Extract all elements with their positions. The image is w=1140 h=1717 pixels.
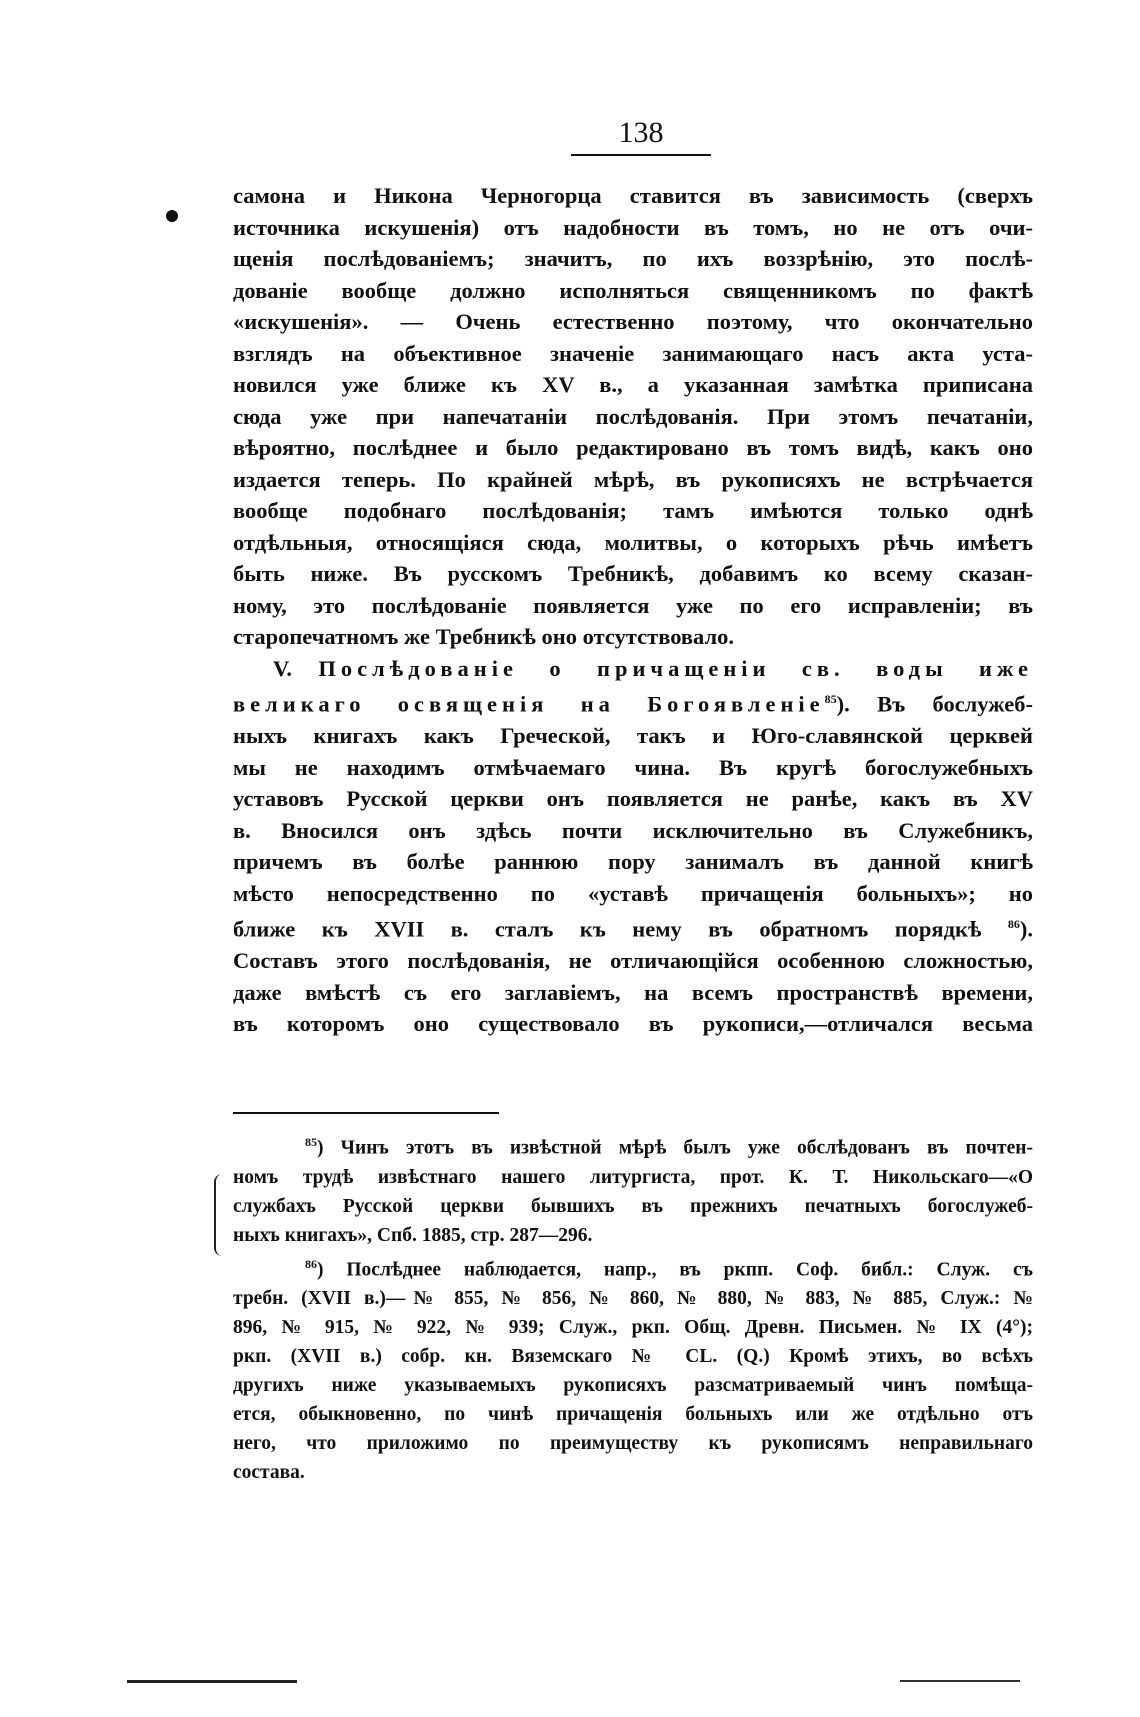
text-line — [233, 909, 1033, 945]
text-fragment: ближе къ XVII в. сталъ къ нему въ обратномъ порядкѣ — [233, 916, 982, 942]
text-line: самона и Никона Черногорца ставится въ зависимость (сверхъ — [233, 183, 1033, 208]
bottom-scan-mark-left — [127, 1680, 297, 1683]
text-line: въ которомъ оно существовало въ рукописи,—отличался весьма — [233, 1011, 1033, 1036]
footnotes — [233, 1128, 1033, 1487]
footnote-reference: 85 — [824, 692, 837, 706]
footnote-line: него, что приложимо по преимуществу къ рукописямъ неправильнаго — [233, 1433, 1033, 1454]
footnote-line: ется, обыкновенно, по чинѣ причащенія больныхъ или же отдѣльно отъ — [233, 1404, 1033, 1425]
footnote-line: требн. (XVII в.)—№ 855, № 856, № 860, № 880, № 883, № 885, Служ.: № — [233, 1288, 1033, 1309]
text-line: источника искушенія) отъ надобности въ томъ, но не отъ очи- — [233, 214, 1033, 240]
text-line: щенія послѣдованіемъ; значитъ, по ихъ воззрѣнію, это послѣ- — [233, 246, 1033, 271]
text-line: взглядъ на объективное значеніе занимающаго насъ акта уста- — [233, 340, 1033, 366]
text-line: старопечатномъ же Требникѣ оно отсутствовало. — [233, 624, 734, 649]
section-title: Послѣдованіе о причащеніи св. воды иже — [318, 655, 1034, 681]
footnote-line: состава. — [233, 1462, 305, 1483]
section-heading-line — [233, 653, 1033, 685]
text-fragment: ) Послѣднее наблюдается, напр., въ ркпп. Соф. библ.: Служ. съ — [317, 1259, 1033, 1280]
text-line: причемъ въ болѣе раннюю пору занималъ въ данной книгѣ — [233, 849, 1033, 874]
footnote-reference: 86 — [1007, 917, 1020, 931]
text-fragment: ). — [1019, 916, 1033, 942]
text-line: «искушенія». — Очень естественно поэтому, что окончательно — [233, 309, 1033, 334]
text-line: даже вмѣстѣ съ его заглавіемъ, на всемъ пространствѣ времени, — [233, 979, 1033, 1005]
text-line: издается теперь. По крайней мѣрѣ, въ рукописяхъ не встрѣчается — [233, 466, 1033, 492]
footnote-line: ныхъ книгахъ», Спб. 1885, стр. 287—296. — [233, 1224, 593, 1246]
text-line: мѣсто непосредственно по «уставѣ причащенія больныхъ»; но — [233, 880, 1033, 906]
footnote-line — [233, 1128, 1033, 1163]
text-line: дованіе вообще должно исполняться священникомъ по фактѣ — [233, 277, 1033, 303]
footnote-line — [233, 1250, 1033, 1285]
page-number-underline — [571, 154, 711, 156]
footnote-line: 896, № 915, № 922, № 939; Служ., ркп. Общ. Древн. Письмен. № IX (4°); — [233, 1317, 1033, 1338]
text-line: новился уже ближе къ XV в., а указанная замѣтка приписана — [233, 372, 1033, 397]
text-line: Составъ этого послѣдованія, не отличающійся особенною сложностью, — [233, 948, 1033, 973]
text-line: вѣроятно, послѣднее и было редактировано въ томъ видѣ, какъ оно — [233, 435, 1033, 460]
footnote-line: службахъ Русской церкви бывшихъ въ прежнихъ печатныхъ богослужеб- — [233, 1195, 1033, 1217]
margin-ink-dot — [166, 210, 178, 222]
section-title: великаго освященія на Богоявленіе — [233, 691, 825, 717]
text-line: вообще подобнаго послѣдованія; тамъ имѣются только однѣ — [233, 498, 1033, 523]
margin-pencil-bracket — [214, 1174, 226, 1256]
text-line: сюда уже при напечатаніи послѣдованія. При этомъ печатаніи, — [233, 403, 1033, 429]
footnote-separator — [233, 1112, 499, 1114]
bottom-scan-mark-right — [900, 1680, 1020, 1682]
footnote-mark: 86 — [305, 1256, 317, 1271]
text-line: в. Вносился онъ здѣсь почти исключительно въ Служебникъ, — [233, 817, 1033, 843]
footnote-line: другихъ ниже указываемыхъ рукописяхъ разсматриваемый чинъ помѣща- — [233, 1375, 1033, 1396]
text-line: отдѣльныя, относящіяся сюда, молитвы, о которыхъ рѣчь имѣетъ — [233, 529, 1033, 555]
text-fragment: ). Въ бослужеб- — [836, 691, 1034, 717]
footnote-line: ркп. (XVII в.) собр. кн. Вяземскаго № CL. (Q.) Кромѣ этихъ, во всѣхъ — [233, 1346, 1033, 1367]
main-text — [233, 180, 1033, 1040]
text-fragment: ) Чинъ этотъ въ извѣстной мѣрѣ былъ уже обслѣдованъ въ почтен- — [317, 1137, 1033, 1159]
page-number: 138 — [618, 116, 664, 149]
footnote-line: номъ трудѣ извѣстнаго нашего литургиста, прот. К. Т. Никольскаго—«О — [233, 1166, 1033, 1188]
section-heading-line — [233, 684, 1033, 720]
section-numeral: V. — [273, 655, 292, 681]
text-line: уставовъ Русской церкви онъ появляется не ранѣе, какъ въ XV — [233, 786, 1033, 811]
footnote-mark: 85 — [305, 1135, 317, 1149]
text-line: мы не находимъ отмѣчаемаго чина. Въ кругѣ богослужебныхъ — [233, 754, 1033, 780]
text-line: ному, это послѣдованіе появляется уже по его исправленіи; въ — [233, 592, 1033, 618]
text-line: ныхъ книгахъ какъ Греческой, такъ и Юго-славянской церквей — [233, 723, 1033, 748]
text-line: быть ниже. Въ русскомъ Требникѣ, добавимъ ко всему сказан- — [233, 561, 1033, 586]
